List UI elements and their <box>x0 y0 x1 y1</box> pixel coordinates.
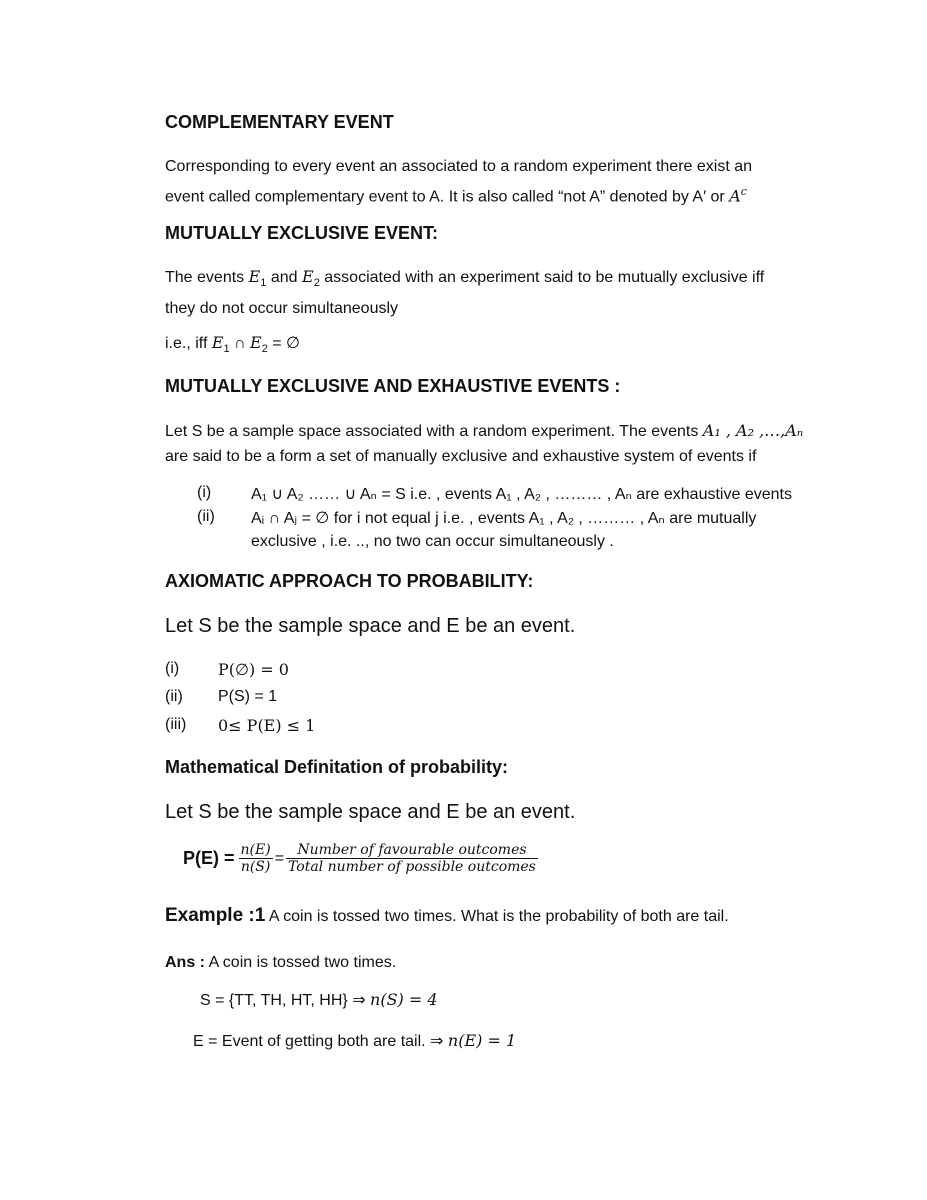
list-item-text: Aᵢ ∩ Aⱼ = ∅ for i not equal j i.e. , events A₁ , A₂ , ……… , Aₙ are mutually <box>251 510 757 527</box>
line: event called complementary event to A. It is also called “not A” denoted by A′ or $A^c$ <box>165 185 747 206</box>
list-item-text: A₁ ∪ A₂ …… ∪ Aₙ = S i.e. , events A₁ , A₂ , ……… , Aₙ are exhaustive events <box>251 486 792 503</box>
heading-exhaustive: MUTUALLY EXCLUSIVE AND EXHAUSTIVE EVENTS : <box>165 376 621 396</box>
heading-definition: Mathematical Definitation of probability: <box>165 757 509 777</box>
paragraph-mutually-exclusive <box>165 264 865 321</box>
ie-condition: i.e., iff $E_1$ ∩ $E_2$ = ∅ <box>165 333 301 356</box>
list-number: (ii) <box>165 688 183 705</box>
line: they do not occur simultaneously <box>165 300 399 318</box>
fraction-words: $\frac{\text{Number of favourable outcomes}}{\text{Total number of possible outcomes}}$ <box>288 842 536 875</box>
line: The events $E_1$ and $E_2$ associated with an experiment said to be mutually exclusive iff <box>165 267 765 290</box>
heading-axiomatic: AXIOMATIC APPROACH TO PROBABILITY: <box>165 571 534 591</box>
list-number: (ii) <box>197 508 215 525</box>
example-label: Example :1 <box>165 905 266 926</box>
list-number: (i) <box>197 484 212 501</box>
list-number: (i) <box>165 660 180 677</box>
axiom-item: 0≤ P(E) ≤ 1 <box>218 716 316 735</box>
example-question: A coin is tossed two times. What is the probability of both are tail. <box>268 908 729 925</box>
probability-formula: P(E) = $\frac{n(E)}{n(S)}$ = $\frac{\text{Number of favourable outcomes}}{\text{Total number of possible outcomes}}$ <box>183 842 536 875</box>
heading-complementary: COMPLEMENTARY EVENT <box>165 112 394 132</box>
answer-line: Ans : A coin is tossed two times. <box>165 954 397 971</box>
line: Let S be a sample space associated with a random experiment. The events A₁ , A₂ ,…,Aₙ <box>165 421 804 440</box>
axiomatic-intro: Let S be the sample space and E be an event. <box>165 615 576 637</box>
event-line: E = Event of getting both are tail. ⇒ n(E) = 1 <box>193 1031 517 1050</box>
list-item-continuation: exclusive , i.e. .., no two can occur simultaneously . <box>251 533 614 550</box>
paragraph-exhaustive <box>165 418 865 469</box>
list-number: (iii) <box>165 716 187 733</box>
axiom-item: P(S) = 1 <box>218 688 278 705</box>
paragraph-complementary <box>165 154 865 209</box>
definition-intro: Let S be the sample space and E be an event. <box>165 801 576 823</box>
line: Corresponding to every event an associated to a random experiment there exist an <box>165 158 752 175</box>
heading-mutually-exclusive: MUTUALLY EXCLUSIVE EVENT: <box>165 223 439 243</box>
axiom-item: P(∅) = 0 <box>218 660 289 679</box>
line: are said to be a form a set of manually exclusive and exhaustive system of events if <box>165 448 757 465</box>
formula-lhs: P(E) = <box>183 848 235 868</box>
fraction-counts: $\frac{n(E)}{n(S)}$ <box>240 842 271 875</box>
sample-space-line: S = {TT, TH, HT, HH} ⇒ n(S) = 4 <box>200 990 438 1009</box>
example-line <box>165 905 865 927</box>
